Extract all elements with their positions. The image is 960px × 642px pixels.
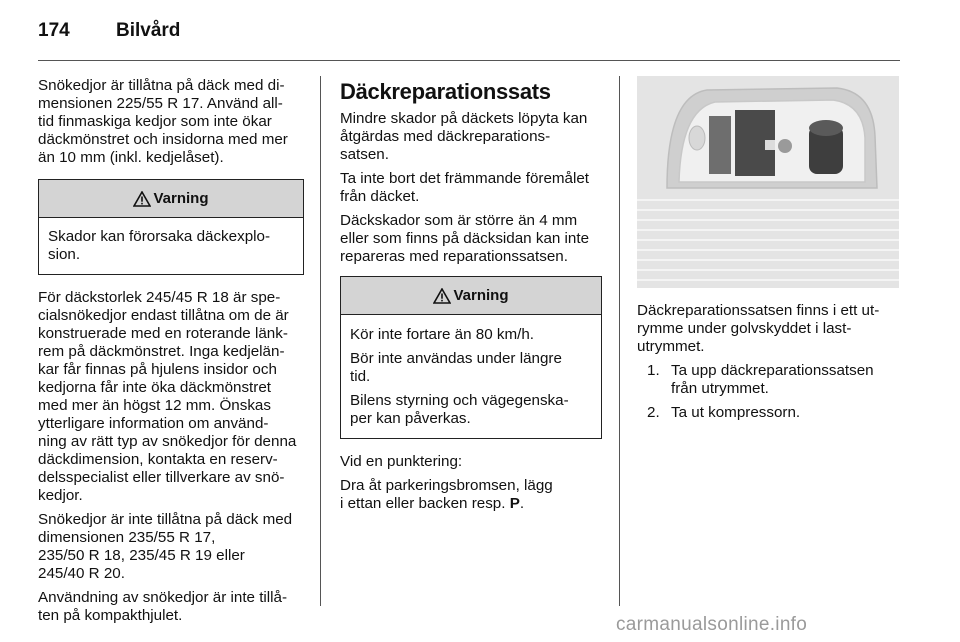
warning-header [39, 180, 303, 218]
puncture-intro: Vid en punktering: [340, 453, 463, 470]
middle-column [340, 80, 602, 519]
kit-location-caption: Däckreparationssatsen finns i ett ut- rymme under golvskyddet i last- utrymmet. [637, 302, 880, 355]
warning-title: Varning [153, 189, 209, 207]
page-number: 174 [38, 20, 70, 41]
snow-chains-paragraph-3: Snökedjor är inte tillåtna på däck med dimensionen 235/55 R 17, 235/50 R 18, 235/45 R 19 eller 245/40 R 20. [38, 511, 293, 582]
step-1: 1. Ta upp däckreparationssatsen från utrymmet. [647, 362, 874, 397]
repair-paragraph-2: Ta inte bort det främmande föremålet från däcket. [340, 170, 590, 205]
section-title: Bilvård [116, 20, 181, 41]
repair-paragraph-3: Däckskador som är större än 4 mm eller som finns på däcksidan kan inte repareras med reparationssatsen. [340, 212, 590, 265]
snow-chains-paragraph-1: Snökedjor är tillåtna på däck med di- mensionen 225/55 R 17. Använd all- tid finmaskiga kedjor som inte ökar däckmönstret och insidorna med mer än 10 mm (inkl. kedjelåset). [38, 77, 288, 166]
column-divider-right [619, 76, 620, 606]
warning-box-explosion [38, 179, 304, 275]
column-divider-left [320, 76, 321, 606]
warning-body: Skador kan förorsaka däckexplo- sion. [48, 228, 271, 263]
watermark-link[interactable]: carmanualsonline.info [616, 614, 808, 635]
left-column [38, 77, 304, 631]
warning-header [341, 277, 601, 315]
snow-chains-paragraph-4: Användning av snökedjor är inte tillå- ten på kompakthjulet. [38, 589, 288, 624]
parking-brake-instruction: Dra åt parkeringsbromsen, lägg i ettan eller backen resp. P. [340, 477, 553, 512]
warning-triangle-icon [133, 191, 151, 207]
header-rule [38, 60, 900, 61]
warning-body: Kör inte fortare än 80 km/h. Bör inte användas under längre tid. Bilens styrning och vägegenska- per kan påverkas. [350, 326, 569, 427]
trunk-floor-illustration [637, 76, 899, 288]
warning-title: Varning [453, 286, 509, 304]
tire-repair-kit-heading: Däckreparationssats [340, 79, 551, 104]
snow-chains-paragraph-2: För däckstorlek 245/45 R 18 är spe- cialsnökedjor endast tillåtna om de är konstruerade med en roterande länk- rem på däckmönstret. Inga kedjelän- kar får finnas på hjulens insidor och kedjorna får inte öka däckmönstret med mer än högst 12 mm. Önskas ytterligare information om använd- ning av rätt typ av snökedjor för denna däckdimension, kontakta en reserv- delsspecialist eller tillverkare av snö- kedjor. [38, 289, 297, 504]
trunk-repair-kit-illustration [637, 76, 899, 288]
warning-box-speed [340, 276, 602, 439]
right-column [637, 302, 903, 428]
removal-steps [637, 362, 903, 422]
step-2: 2. Ta ut kompressorn. [647, 404, 801, 421]
repair-paragraph-1: Mindre skador på däckets löpyta kan åtgärdas med däckreparations- satsen. [340, 110, 588, 163]
warning-triangle-icon [433, 288, 451, 304]
